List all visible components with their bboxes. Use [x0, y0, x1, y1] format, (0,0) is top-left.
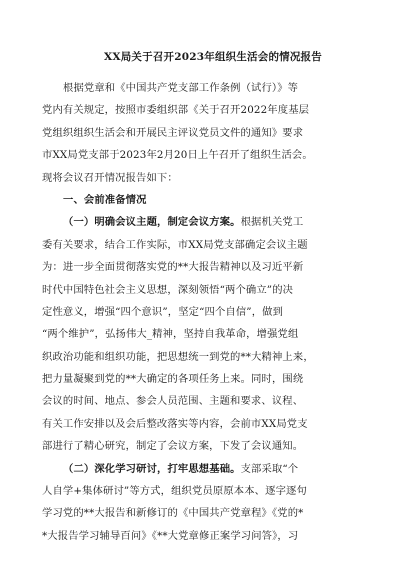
paragraph-line: *大报告学习辅导百问》《**大党章修正案学习问答》，习 [42, 529, 299, 542]
paragraph-line: 有关工作安排以及会后整改落实等内容，会前市XX局党支 [42, 417, 308, 430]
paragraph-line: 织政治功能和组织功能，把思想统一到党的**大精神上来， [42, 350, 314, 363]
paragraph-line: 定性意义，增强“四个意识”，坚定“四个自信”，做到 [42, 305, 284, 318]
paragraph-line: 会议的时间、地点、参会人员范围、主题和要求、议程、 [42, 395, 304, 408]
paragraph-line [42, 458, 384, 480]
paragraph-line: 部进行了精心研究，制定了会议方案，下发了会议通知。 [42, 440, 304, 453]
subsection-heading: （二）深化学习研讨，打牢思想基础。 [63, 462, 241, 475]
paragraph-text: 根据机关党工 [240, 216, 304, 229]
subsection-heading: （一）明确会议主题，制定会议方案。 [63, 216, 241, 229]
paragraph-line: 市XX局党支部于2023年2月20日上午召开了组织生活会。 [42, 149, 313, 162]
paragraph-text: 支部采取“个 [240, 462, 299, 475]
paragraph-line: 人自学+集体研讨”等方式，组织党员原原本本、逐字逐句 [42, 485, 307, 498]
section-heading: 一、会前准备情况 [63, 193, 147, 206]
paragraph-line: 时代中国特色社会主义思想，深刻领悟“两个确立”的决 [42, 283, 294, 296]
paragraph-line: 根据党章和《中国共产党支部工作条例（试行）》等 [63, 82, 299, 94]
paragraph-line: 把力量凝聚到党的**大确定的各项任务上来。同时，围绕 [42, 373, 304, 386]
paragraph-line: 党组织组织生活会和开展民主评议党员文件的通知》要求 [42, 126, 304, 139]
paragraph-line: 为：进一步全面贯彻落实党的**大报告精神以及习近平新 [42, 261, 304, 274]
paragraph-line: “两个维护”，弘扬伟大_精神，坚持自我革命，增强党组 [42, 328, 299, 341]
paragraph-line: 现将会议召开情况报告如下： [42, 171, 178, 184]
document-title: XX局关于召开2023年组织生活会的情况报告 [104, 51, 322, 63]
paragraph-line: 党内有关规定，按照市委组织部《关于召开2022年度基层 [42, 104, 310, 117]
paragraph-line: 委有关要求，结合工作实际，市XX局党支部确定会议主题 [42, 238, 308, 251]
paragraph-line: 学习党的**大报告和新修订的《中国共产党章程》《党的* [42, 507, 304, 520]
paragraph-line [42, 211, 384, 233]
